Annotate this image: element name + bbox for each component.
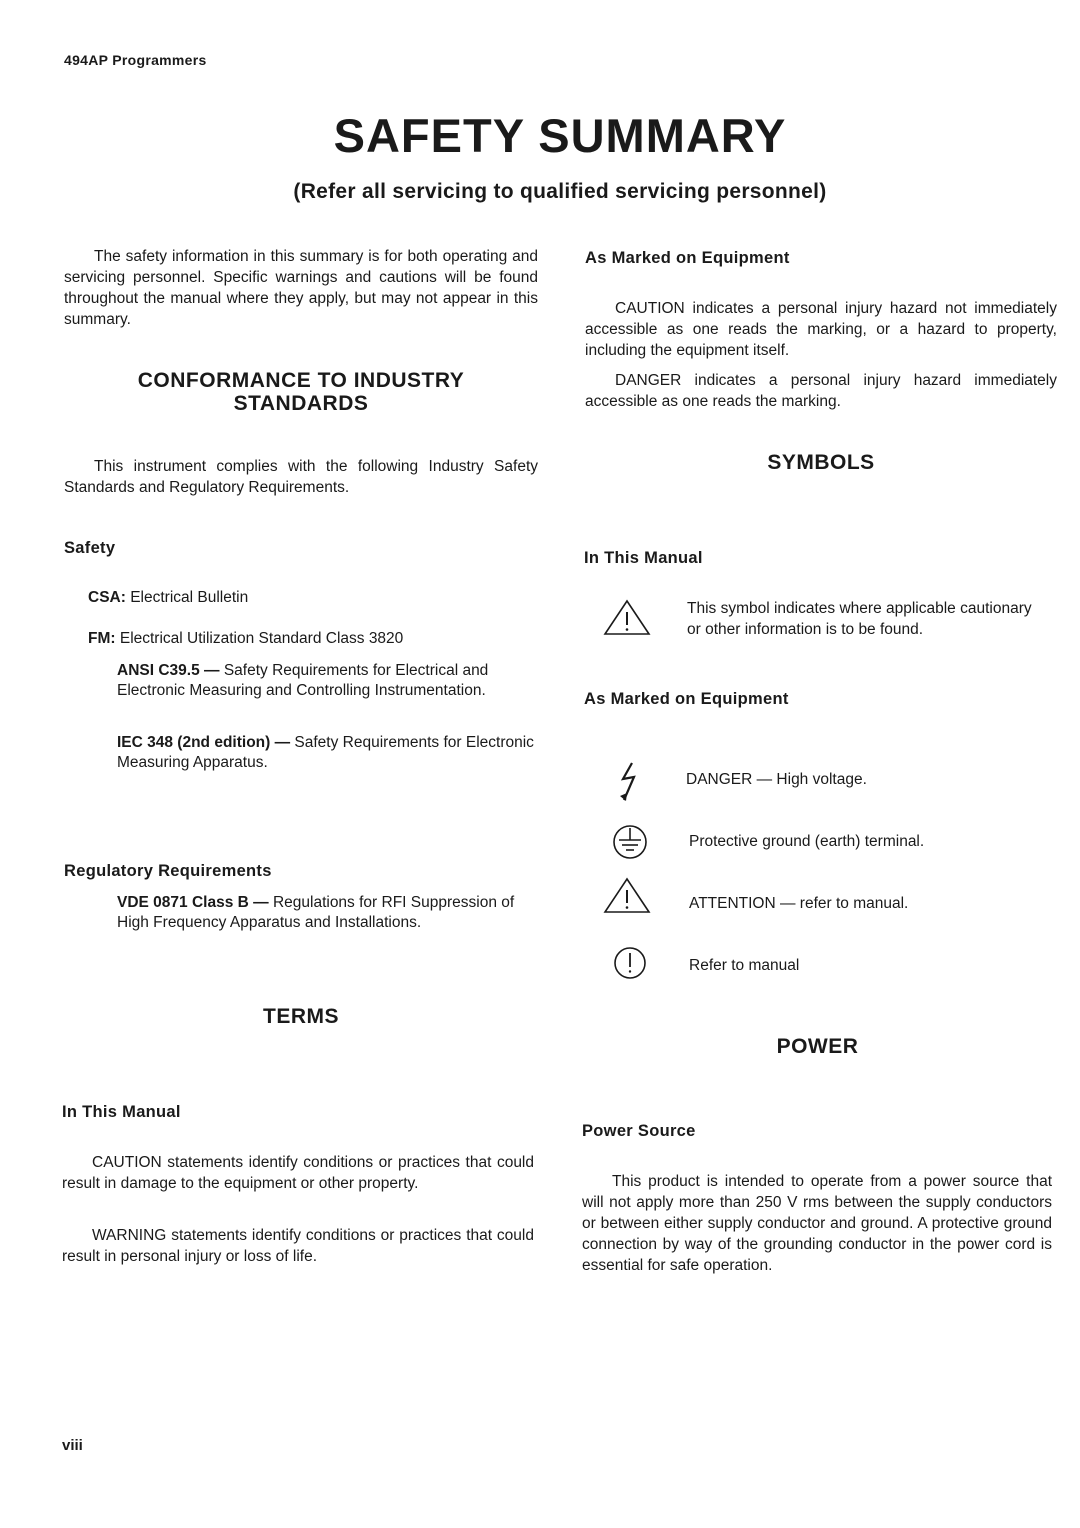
page-subtitle: (Refer all servicing to qualified servicing personnel) xyxy=(293,180,827,203)
conformance-heading: CONFORMANCE TO INDUSTRY STANDARDS xyxy=(137,369,465,415)
terms-warning-text: WARNING statements identify conditions or practices that could result in personal injury or loss of life. xyxy=(62,1227,534,1265)
power-heading: POWER xyxy=(776,1035,859,1058)
terms-caution-text: CAUTION statements identify conditions or practices that could result in damage to the equipment or other property. xyxy=(62,1154,534,1192)
symbols-heading: SYMBOLS xyxy=(767,451,875,474)
marked-heading: As Marked on Equipment xyxy=(585,249,790,267)
protective-ground-icon xyxy=(610,822,650,862)
intro-paragraph: The safety information in this summary is for both operating and servicing personnel. Specific warnings and cautions will be found throughout the manual where they apply, but may not appear in this summary. xyxy=(64,248,538,328)
symbols-equipment-heading: As Marked on Equipment xyxy=(584,690,789,708)
safety-heading: Safety xyxy=(64,539,116,557)
running-header: 494AP Programmers xyxy=(64,52,207,68)
safety-standard-csa: CSA: Electrical Bulletin xyxy=(88,589,249,606)
high-voltage-text: DANGER — High voltage. xyxy=(686,771,867,788)
page-title: SAFETY SUMMARY xyxy=(333,109,787,162)
power-source-heading: Power Source xyxy=(582,1122,696,1140)
terms-heading: TERMS xyxy=(263,1005,339,1028)
marked-danger-text: DANGER indicates a personal injury hazard immediately accessible as one reads the marking. xyxy=(585,372,1057,410)
conformance-text: This instrument complies with the following Industry Safety Standards and Regulatory Requirements. xyxy=(64,458,538,496)
marked-caution-text: CAUTION indicates a personal injury hazard not immediately accessible as one reads the marking, or a hazard to property, including the equipment itself. xyxy=(585,300,1057,359)
attention-triangle-icon xyxy=(602,876,652,916)
safety-standard-ansi: ANSI C39.5 — Safety Requirements for Electrical and Electronic Measuring and Controlling Instrumentation. xyxy=(117,662,489,699)
regulatory-standard-vde: VDE 0871 Class B — Regulations for RFI Suppression of High Frequency Apparatus and Installations. xyxy=(117,894,515,931)
terms-subheading: In This Manual xyxy=(62,1103,181,1121)
power-source-text: This product is intended to operate from a power source that will not apply more than 250 V rms between the supply conductors or between either supply conductor and ground. A protective ground connection by way of the grounding conductor in the power cord is essential for safe operation. xyxy=(582,1173,1052,1274)
attention-text: ATTENTION — refer to manual. xyxy=(689,895,909,912)
caution-triangle-icon xyxy=(602,598,652,638)
regulatory-heading: Regulatory Requirements xyxy=(64,862,272,880)
safety-standard-fm: FM: Electrical Utilization Standard Class 3820 xyxy=(88,630,404,647)
symbols-manual-text: This symbol indicates where applicable cautionary or other information is to be found. xyxy=(687,600,1032,638)
safety-standard-iec: IEC 348 (2nd edition) — Safety Requirements for Electronic Measuring Apparatus. xyxy=(117,734,534,771)
high-voltage-icon xyxy=(614,760,644,804)
protective-ground-text: Protective ground (earth) terminal. xyxy=(689,833,925,850)
refer-manual-text: Refer to manual xyxy=(689,957,800,974)
page-number: viii xyxy=(62,1437,83,1454)
refer-manual-icon xyxy=(612,945,648,981)
symbols-manual-heading: In This Manual xyxy=(584,549,703,567)
